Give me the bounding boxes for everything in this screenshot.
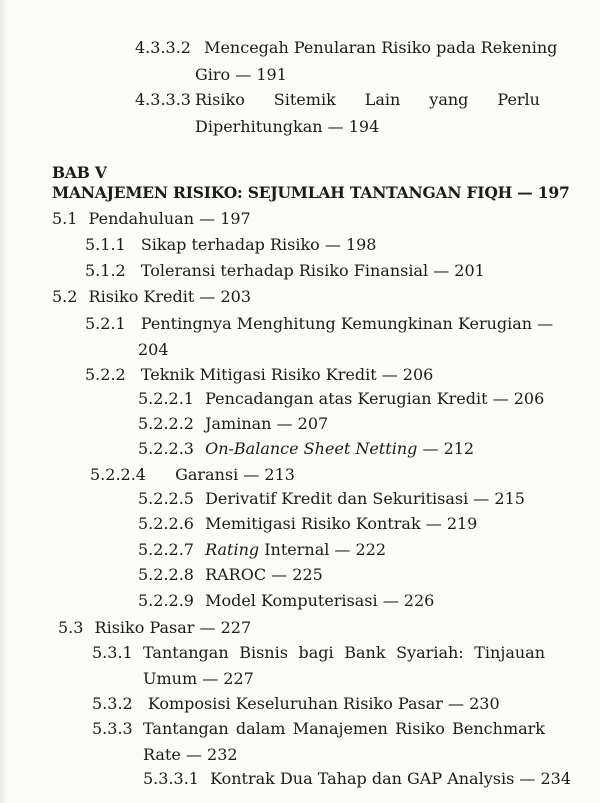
entry-number: 5.2.2.3 (138, 439, 194, 458)
entry-title: Risiko Pasar — 227 (94, 618, 252, 637)
entry-title: Pendahuluan — 197 (88, 209, 251, 228)
entry-number: 5.2.2.8 (138, 565, 194, 584)
entry-number: 5.2.2.2 (138, 414, 194, 433)
entry-title: Jaminan — 207 (205, 414, 329, 433)
entry-number: 5.3 (58, 618, 84, 637)
entry-number: 5.2.2.4 (90, 465, 146, 484)
toc-entry-4-3-3-3-number: 4.3.3.3 (135, 90, 191, 109)
toc-entry-5-2-2-2 (138, 413, 328, 435)
chapter-title: MANAJEMEN RISIKO: SEJUMLAH TANTANGAN FIQH — 197 (52, 183, 570, 202)
toc-entry-5-3-3-title: Tantangan dalam Manajemen Risiko Benchmark (143, 719, 545, 738)
entry-title: Mencegah Penularan Risiko pada Rekening (204, 38, 558, 57)
toc-entry-5-2-1-cont: 204 (138, 340, 169, 359)
entry-title: Derivatif Kredit dan Sekuritisasi — 215 (205, 489, 525, 508)
word: Lain (364, 90, 401, 109)
toc-entry-5-3-1-title: Tantangan Bisnis bagi Bank Syariah: Tinjauan (143, 643, 545, 662)
entry-number: 5.1.1 (85, 235, 126, 254)
toc-entry-5-2-2-3 (138, 438, 474, 460)
entry-number: 5.2.2.9 (138, 591, 194, 610)
entry-number: 5.2.2.7 (138, 540, 194, 559)
entry-number: 5.2.2.6 (138, 514, 194, 533)
toc-entry-5-2 (52, 286, 251, 308)
toc-entry-4-3-3-3 (195, 89, 540, 111)
entry-page: Internal — 222 (259, 540, 387, 559)
word: Sitemik (273, 90, 336, 109)
toc-entry-5-2-1 (85, 313, 553, 335)
entry-number: 5.1.2 (85, 261, 126, 280)
entry-number: 5.3.2 (92, 694, 133, 713)
entry-title: Model Komputerisasi — 226 (205, 591, 435, 610)
entry-number: 5.2.1 (85, 314, 126, 333)
entry-title-italic: Rating (205, 540, 260, 559)
toc-entry-5-2-2-6 (138, 513, 477, 535)
entry-title: RAROC — 225 (205, 565, 323, 584)
toc-entry-5-3-3-1 (143, 768, 571, 790)
toc-entry-5-2-2-4 (90, 464, 295, 486)
toc-entry-5-2-2-9 (138, 590, 434, 612)
toc-entry-5-2-2-1 (138, 388, 544, 410)
toc-entry-5-2-2-8 (138, 564, 323, 586)
entry-title: Teknik Mitigasi Risiko Kredit — 206 (140, 365, 434, 384)
entry-title: Garansi — 213 (175, 465, 295, 484)
entry-number: 5.2.2.5 (138, 489, 194, 508)
entry-title: Toleransi terhadap Risiko Finansial — 201 (140, 261, 485, 280)
toc-entry-4-3-3-2 (135, 37, 557, 59)
entry-title: Komposisi Keseluruhan Risiko Pasar — 230 (147, 694, 500, 713)
entry-title-italic: On-Balance Sheet Netting (205, 439, 418, 458)
word: Risiko (195, 90, 245, 109)
entry-number: 5.3.3.1 (143, 769, 199, 788)
toc-entry-5-2-2 (85, 364, 433, 386)
toc-entry-5-3-3-cont: Rate — 232 (143, 745, 238, 764)
entry-title: Sikap terhadap Risiko — 198 (140, 235, 377, 254)
toc-entry-5-1-2 (85, 260, 485, 282)
entry-title: Memitigasi Risiko Kontrak — 219 (205, 514, 478, 533)
toc-entry-5-3-1 (92, 642, 133, 664)
entry-number: 5.3.3 (92, 719, 133, 738)
word: Perlu (497, 90, 540, 109)
chapter-label: BAB V (52, 163, 107, 182)
entry-number: 5.2.2.1 (138, 389, 194, 408)
entry-number: 5.3.1 (92, 643, 133, 662)
entry-number: 4.3.3.2 (135, 38, 191, 57)
entry-title: Risiko Kredit — 203 (88, 287, 252, 306)
toc-entry-5-3-1-cont: Umum — 227 (143, 669, 254, 688)
toc-entry-5-2-2-5 (138, 488, 525, 510)
entry-title: Pentingnya Menghitung Kemungkinan Kerugian — (140, 314, 554, 333)
toc-entry-5-3-3 (92, 718, 133, 740)
entry-number: 5.1 (52, 209, 78, 228)
entry-number: 5.2 (52, 287, 78, 306)
page-edge-shadow (0, 0, 8, 803)
entry-title: Kontrak Dua Tahap dan GAP Analysis — 234 (210, 769, 571, 788)
entry-number: 5.2.2 (85, 365, 126, 384)
toc-entry-5-2-2-7 (138, 539, 386, 561)
word: yang (429, 90, 469, 109)
toc-entry-5-3-2 (92, 693, 500, 715)
toc-entry-4-3-3-2-cont: Giro — 191 (195, 65, 287, 84)
toc-entry-5-1-1 (85, 234, 376, 256)
toc-entry-5-3 (58, 617, 251, 639)
entry-page: — 212 (417, 439, 475, 458)
toc-entry-5-1 (52, 208, 251, 230)
toc-entry-4-3-3-3-cont: Diperhitungkan — 194 (195, 117, 380, 136)
entry-title: Pencadangan atas Kerugian Kredit — 206 (205, 389, 545, 408)
